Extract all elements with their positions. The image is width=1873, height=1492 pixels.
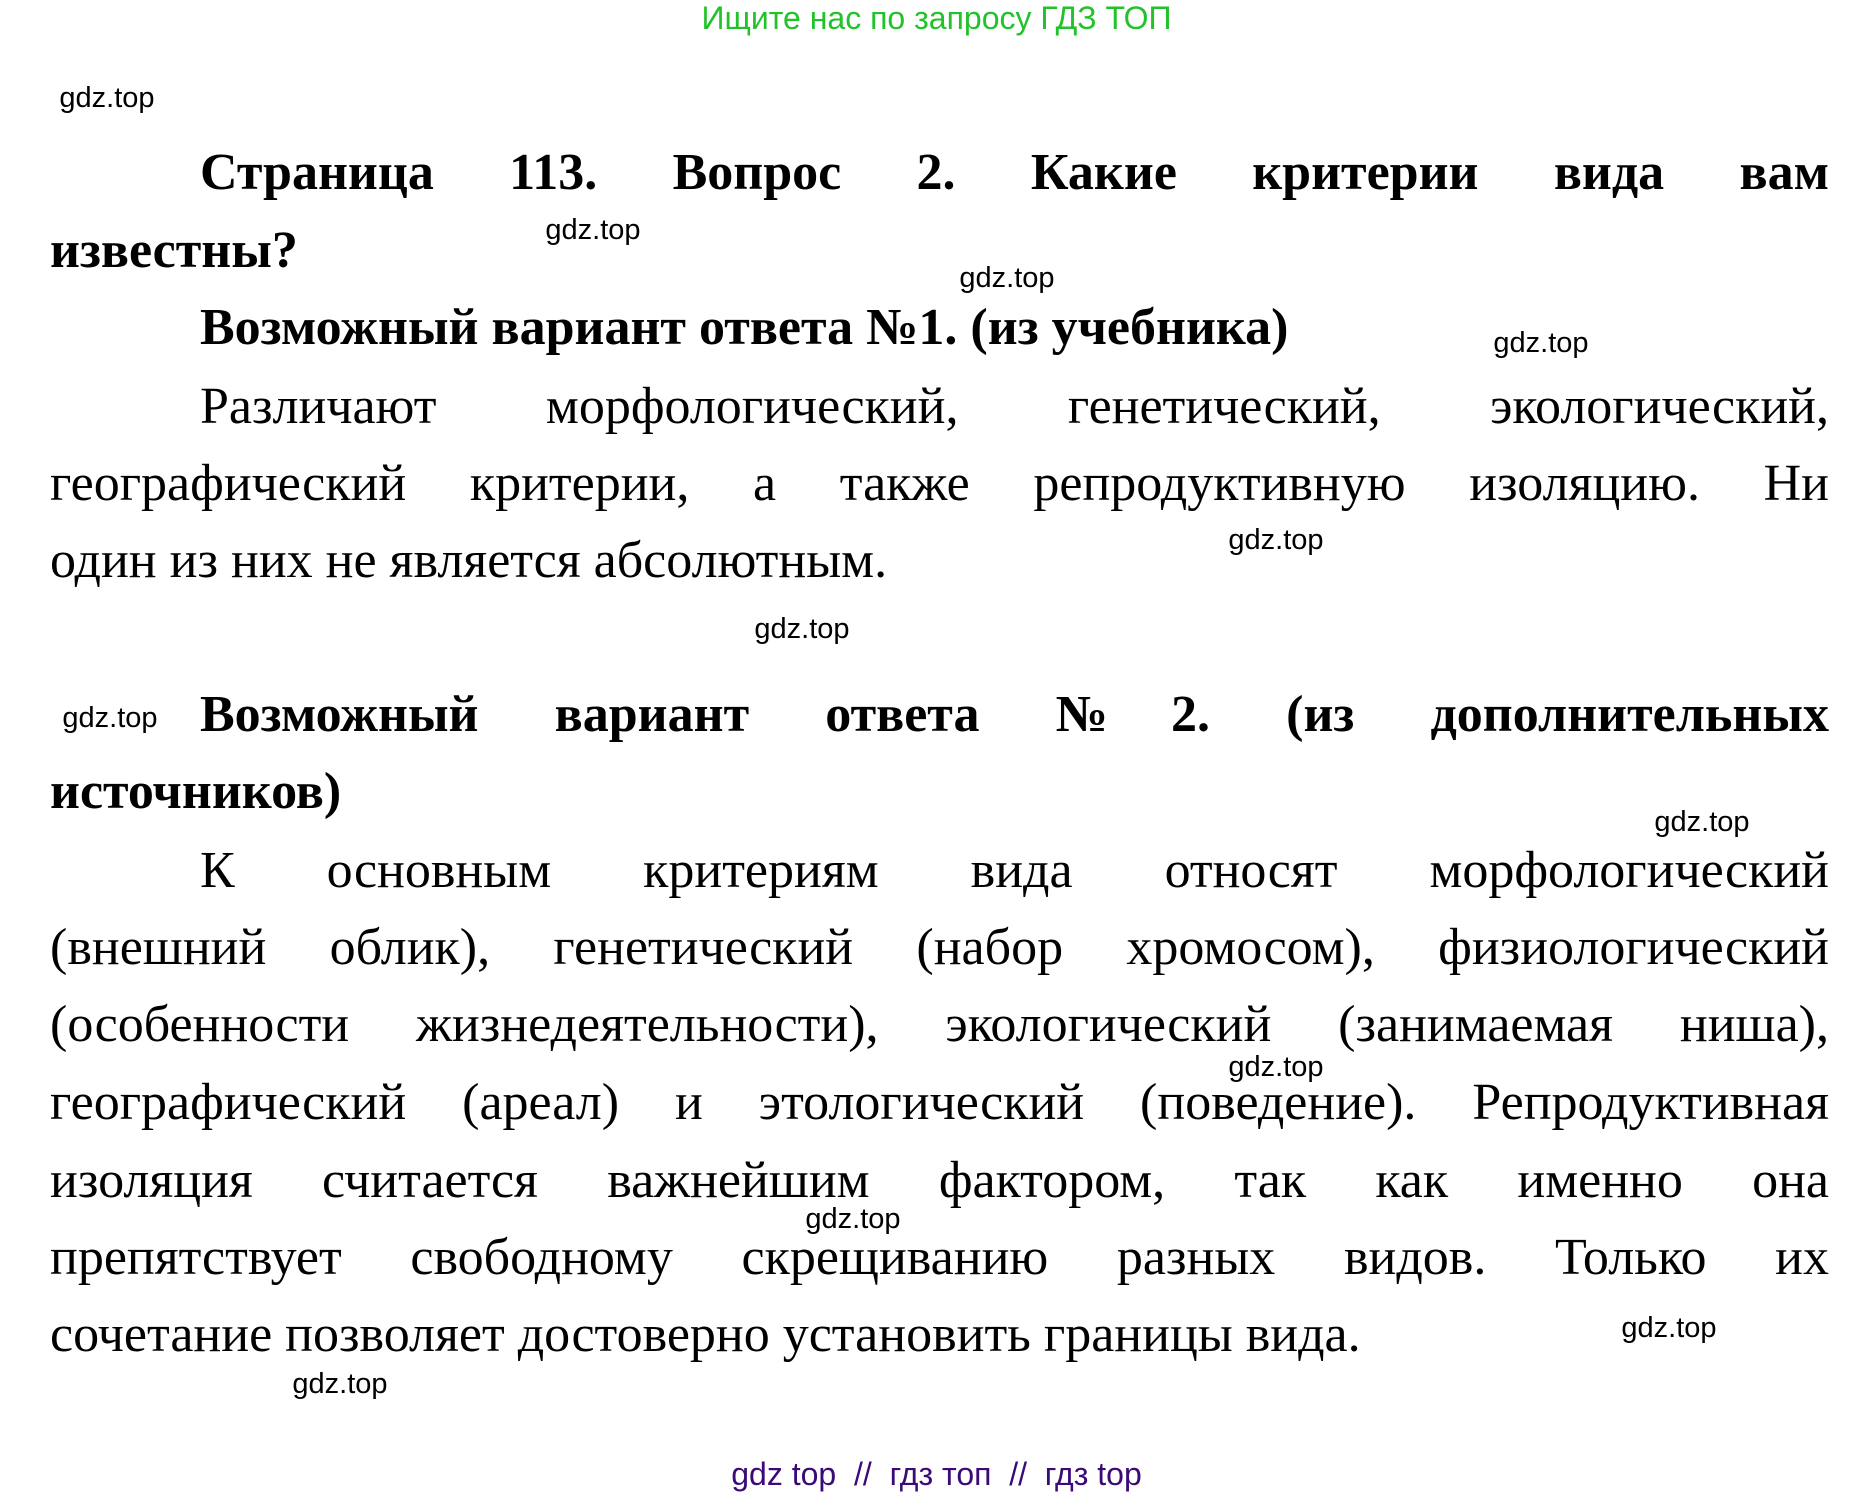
answer2-heading-line-1: Возможный вариант ответа №2. (из дополнительных xyxy=(200,686,1829,743)
watermark: gdz.top xyxy=(59,82,155,114)
watermark: gdz.top xyxy=(1654,806,1750,838)
watermark: gdz.top xyxy=(1493,327,1589,359)
watermark: gdz.top xyxy=(1228,1051,1324,1083)
watermark: gdz.top xyxy=(292,1368,388,1400)
search-banner[interactable]: Ищите нас по запросу ГДЗ ТОП xyxy=(701,0,1172,36)
watermark: gdz.top xyxy=(1621,1312,1717,1344)
watermark: gdz.top xyxy=(1228,524,1324,556)
answer2-line-2: (внешний облик), генетический (набор хромосом), физиологический xyxy=(50,919,1829,976)
question-line-2: известны? xyxy=(50,222,298,279)
answer2-line-5: изоляция считается важнейшим фактором, так как именно она xyxy=(50,1152,1829,1209)
question-line-1: Страница 113. Вопрос 2. Какие критерии вида вам xyxy=(200,144,1829,201)
answer1-line-1: Различают морфологический, генетический, экологический, xyxy=(200,378,1829,435)
answer1-heading: Возможный вариант ответа №1. (из учебника) xyxy=(200,299,1289,356)
answer2-line-6: препятствует свободному скрещиванию разных видов. Только их xyxy=(50,1229,1829,1286)
watermark: gdz.top xyxy=(62,702,158,734)
footer-links[interactable] xyxy=(0,1456,1873,1492)
watermark: gdz.top xyxy=(805,1203,901,1235)
answer2-line-7: сочетание позволяет достоверно установить границы вида. xyxy=(50,1306,1361,1363)
answer1-line-2: географический критерии, а также репродуктивную изоляцию. Ни xyxy=(50,455,1829,512)
footer-text[interactable]: gdz top // гдз топ // гдз top xyxy=(731,1456,1142,1492)
answer2-line-4: географический (ареал) и этологический (поведение). Репродуктивная xyxy=(50,1074,1829,1131)
watermark: gdz.top xyxy=(754,613,850,645)
answer2-line-1: К основным критериям вида относят морфологический xyxy=(200,842,1829,899)
watermark: gdz.top xyxy=(545,214,641,246)
answer2-line-3: (особенности жизнедеятельности), экологический (занимаемая ниша), xyxy=(50,996,1829,1053)
watermark: gdz.top xyxy=(959,262,1055,294)
answer1-line-3: один из них не является абсолютным. xyxy=(50,532,888,589)
answer2-heading-line-2: источников) xyxy=(50,763,342,820)
